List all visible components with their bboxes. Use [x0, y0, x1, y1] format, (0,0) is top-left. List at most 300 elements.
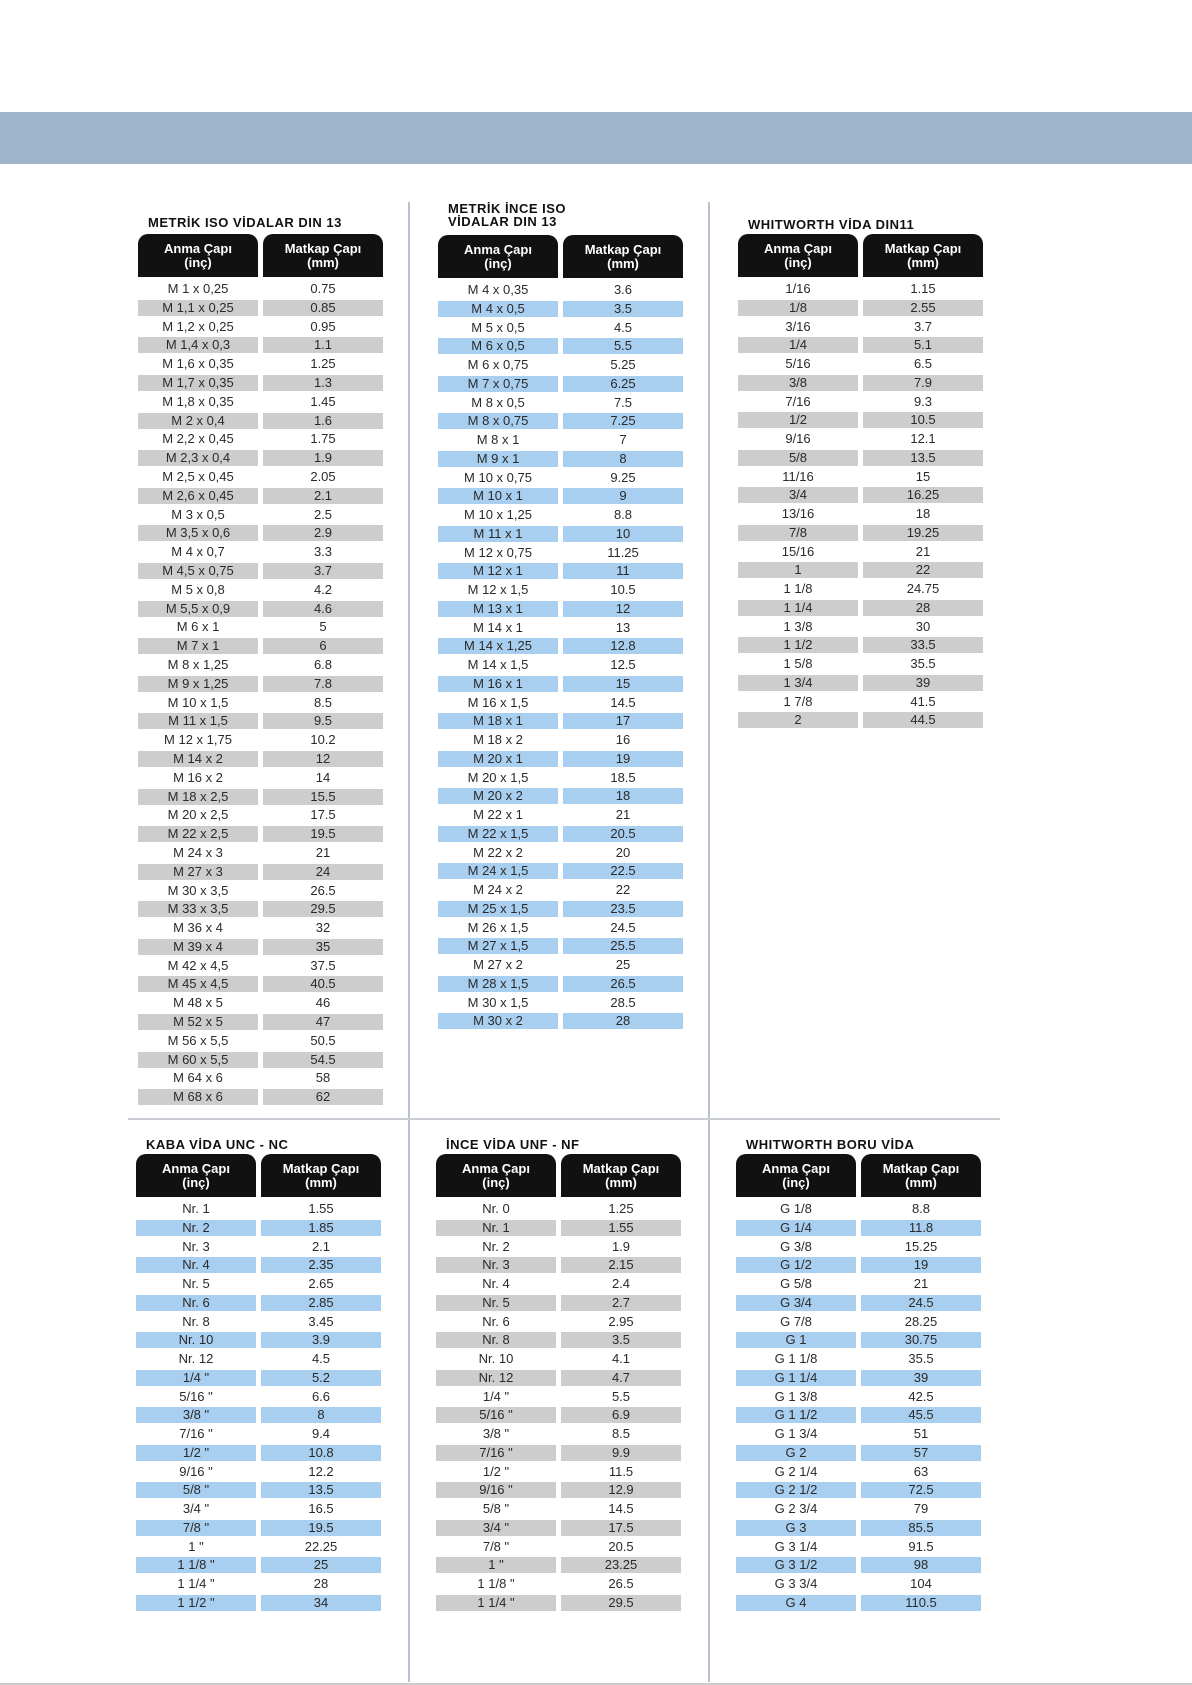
drill-diameter-cell: 5.1: [863, 337, 983, 353]
table-row: [738, 618, 983, 637]
column-divider: [408, 202, 410, 1682]
table-row: [136, 1500, 381, 1519]
drill-diameter-cell: 8.5: [313, 694, 333, 710]
drill-diameter-cell: 26.5: [563, 976, 683, 992]
nominal-diameter-cell: Nr. 3: [182, 1238, 210, 1254]
nominal-diameter-cell: Nr. 1: [182, 1201, 210, 1216]
drill-diameter-cell: 45.5: [861, 1407, 981, 1423]
nominal-diameter-cell: M 14 x 1,5: [467, 657, 529, 672]
drill-diameter-cell: 0.75: [310, 281, 336, 296]
table-row: [738, 711, 983, 730]
nominal-diameter-cell: 5/16 ": [179, 1388, 213, 1404]
nominal-diameter-cell: Nr. 4: [136, 1257, 256, 1273]
table-row: [138, 712, 383, 731]
nominal-diameter-cell: M 2,2 x 0,45: [162, 431, 234, 447]
nominal-diameter-cell: 7/16 ": [179, 1426, 213, 1441]
drill-diameter-cell: 37.5: [310, 957, 336, 973]
nominal-diameter-cell: M 6 x 1: [176, 619, 220, 635]
drill-diameter-cell: 26.5: [608, 1576, 634, 1591]
nominal-diameter-cell: Nr. 8: [182, 1313, 210, 1329]
table-row: [138, 506, 383, 525]
drill-diameter-cell: 15.5: [263, 789, 383, 805]
drill-diameter-cell: 5.2: [261, 1370, 381, 1386]
nominal-diameter-cell: M 48 x 5: [173, 995, 223, 1011]
drill-diameter-cell: 110.5: [861, 1595, 981, 1611]
drill-diameter-cell: 2.05: [310, 468, 336, 484]
table-row: [138, 1013, 383, 1032]
nominal-diameter-cell: 1 3/8: [783, 618, 813, 634]
drill-diameter-cell: 35.5: [910, 656, 936, 671]
table-row: [138, 731, 383, 750]
drill-diameter-cell: 10.5: [610, 582, 636, 597]
nominal-diameter-cell: Nr. 6: [136, 1295, 256, 1311]
nominal-diameter-cell: 9/16 ": [436, 1482, 556, 1498]
nominal-diameter-cell: 1 7/8: [783, 693, 813, 709]
table-title: METRİK İNCE ISO VİDALAR DIN 13: [448, 201, 567, 229]
table-row: [138, 675, 383, 694]
drill-diameter-cell: 24: [263, 864, 383, 880]
drill-diameter-cell: 19.5: [263, 826, 383, 842]
table-row: [138, 882, 383, 901]
drill-diameter-cell: 1.6: [263, 413, 383, 429]
drill-diameter-cell: 2.85: [261, 1295, 381, 1311]
nominal-diameter-cell: M 1,4 x 0,3: [138, 337, 258, 353]
nominal-diameter-cell: 13/16: [781, 506, 815, 521]
nominal-diameter-cell: 3/8 ": [136, 1407, 256, 1423]
drill-diameter-cell: 8.5: [611, 1426, 631, 1441]
column-divider: [708, 202, 710, 1682]
nominal-diameter-cell: 1/2: [738, 412, 858, 428]
drill-diameter-cell: 30.75: [861, 1332, 981, 1348]
table-title: KABA VİDA UNC - NC: [146, 1137, 289, 1152]
header-nominal-diameter: [438, 235, 558, 278]
table-row: [438, 469, 683, 488]
table-row: [438, 525, 683, 544]
drill-diameter-cell: 39: [861, 1370, 981, 1386]
header-text-line: Anma Çapı: [764, 240, 832, 256]
drill-diameter-cell: 10: [563, 526, 683, 542]
table-row: [436, 1369, 681, 1388]
drill-diameter-cell: 15: [563, 676, 683, 692]
drill-diameter-cell: 0.85: [263, 300, 383, 316]
table-row: [138, 844, 383, 863]
nominal-diameter-cell: Nr. 5: [436, 1295, 556, 1311]
header-nominal-diameter: [136, 1154, 256, 1197]
table-row: [138, 863, 383, 882]
nominal-diameter-cell: M 6 x 0,5: [438, 338, 558, 354]
drill-diameter-cell: 1.1: [263, 337, 383, 353]
nominal-diameter-cell: G 7/8: [780, 1313, 812, 1329]
table-row: [138, 412, 383, 431]
nominal-diameter-cell: 1/8: [738, 300, 858, 316]
drill-diameter-cell: 72.5: [861, 1482, 981, 1498]
table-row: [438, 431, 683, 450]
table-row: [738, 599, 983, 618]
nominal-diameter-cell: 1 3/4: [738, 675, 858, 691]
nominal-diameter-cell: 1 1/4: [738, 600, 858, 616]
drill-diameter-cell: 35: [263, 939, 383, 955]
nominal-diameter-cell: Nr. 8: [436, 1332, 556, 1348]
table-row: [738, 524, 983, 543]
nominal-diameter-cell: M 1,6 x 0,35: [162, 356, 234, 372]
header-nominal-diameter: [436, 1154, 556, 1197]
drill-diameter-cell: 1.9: [263, 450, 383, 466]
table-row: [738, 430, 983, 449]
table-row: [736, 1369, 981, 1388]
drill-diameter-cell: 10.5: [863, 412, 983, 428]
drill-diameter-cell: 8.8: [911, 1201, 931, 1216]
drill-diameter-cell: 21: [615, 807, 631, 822]
table-row: [138, 468, 383, 487]
drill-diameter-cell: 2.4: [611, 1276, 631, 1291]
nominal-diameter-cell: M 20 x 2,5: [167, 807, 229, 823]
table-header: [138, 234, 383, 277]
drill-diameter-cell: 13.5: [863, 450, 983, 466]
drill-diameter-cell: 42.5: [908, 1388, 934, 1404]
drill-diameter-cell: 18: [563, 788, 683, 804]
nominal-diameter-cell: Nr. 2: [482, 1238, 510, 1254]
nominal-diameter-cell: M 2,5 x 0,45: [162, 468, 234, 484]
drill-diameter-cell: 79: [913, 1501, 929, 1516]
drill-diameter-cell: 15.25: [904, 1238, 938, 1254]
nominal-diameter-cell: 7/8 ": [482, 1538, 510, 1554]
table-title: İNCE VİDA UNF - NF: [446, 1137, 580, 1152]
header-text-line: Anma Çapı: [164, 240, 232, 256]
table-row: [736, 1200, 981, 1219]
table-row: [436, 1238, 681, 1257]
table-row: [736, 1463, 981, 1482]
drill-diameter-cell: 9.25: [610, 469, 636, 485]
table-row: [138, 318, 383, 337]
drill-diameter-cell: 33.5: [863, 637, 983, 653]
drill-diameter-cell: 7.25: [563, 413, 683, 429]
drill-diameter-cell: 16.25: [863, 487, 983, 503]
nominal-diameter-cell: M 4 x 0,7: [171, 544, 225, 560]
drill-diameter-cell: 7.8: [263, 676, 383, 692]
table-row: [736, 1519, 981, 1538]
nominal-diameter-cell: M 2,6 x 0,45: [138, 488, 258, 504]
nominal-diameter-cell: 1 1/8 ": [136, 1557, 256, 1573]
nominal-diameter-cell: M 16 x 2: [173, 769, 223, 785]
table-row: [438, 675, 683, 694]
nominal-diameter-cell: G 4: [736, 1595, 856, 1611]
nominal-diameter-cell: M 9 x 1: [438, 451, 558, 467]
nominal-diameter-cell: M 33 x 3,5: [138, 901, 258, 917]
nominal-diameter-cell: M 24 x 1,5: [438, 863, 558, 879]
table-row: [138, 543, 383, 562]
table-row: [438, 619, 683, 638]
table-row: [438, 281, 683, 300]
nominal-diameter-cell: G 1 3/4: [774, 1426, 818, 1441]
table-row: [438, 300, 683, 319]
table-row: [736, 1331, 981, 1350]
drill-diameter-cell: 91.5: [908, 1538, 934, 1554]
table-row: [138, 487, 383, 506]
table-row: [438, 694, 683, 713]
table-row: [136, 1594, 381, 1613]
drill-diameter-cell: 1.45: [310, 393, 336, 409]
table-row: [738, 318, 983, 337]
nominal-diameter-cell: M 11 x 1: [438, 526, 558, 542]
drill-diameter-cell: 3.6: [613, 282, 633, 297]
drill-diameter-cell: 1.55: [561, 1220, 681, 1236]
table-row: [438, 412, 683, 431]
header-drill-diameter: [861, 1154, 981, 1197]
table-row: [138, 994, 383, 1013]
nominal-diameter-cell: M 13 x 1: [438, 601, 558, 617]
nominal-diameter-cell: 1 1/8: [783, 581, 813, 596]
table-row: [738, 543, 983, 562]
table-row: [438, 637, 683, 656]
drill-diameter-cell: 12.9: [561, 1482, 681, 1498]
table-row: [436, 1388, 681, 1407]
drill-diameter-cell: 12: [263, 751, 383, 767]
nominal-diameter-cell: 1/4: [738, 337, 858, 353]
table-row: [438, 487, 683, 506]
table-row: [136, 1556, 381, 1575]
nominal-diameter-cell: Nr. 6: [482, 1313, 510, 1329]
drill-diameter-cell: 32: [315, 920, 331, 936]
nominal-diameter-cell: M 2 x 0,4: [138, 413, 258, 429]
nominal-diameter-cell: M 4 x 0,35: [467, 282, 529, 297]
table-row: [738, 486, 983, 505]
drill-diameter-cell: 1.85: [261, 1220, 381, 1236]
table-row: [136, 1575, 381, 1594]
nominal-diameter-cell: 5/16 ": [436, 1407, 556, 1423]
nominal-diameter-cell: 1 1/4 ": [436, 1595, 556, 1611]
drill-diameter-cell: 6.25: [563, 376, 683, 392]
table-row: [436, 1425, 681, 1444]
nominal-diameter-cell: 1 1/2: [738, 637, 858, 653]
drill-diameter-cell: 22.25: [304, 1538, 338, 1554]
table-row: [138, 299, 383, 318]
header-text-line: Matkap Çapı: [282, 1160, 360, 1176]
drill-diameter-cell: 9.5: [263, 713, 383, 729]
table-row: [738, 280, 983, 299]
drill-diameter-cell: 41.5: [910, 693, 936, 709]
table-row: [138, 694, 383, 713]
nominal-diameter-cell: M 18 x 2,5: [138, 789, 258, 805]
drill-diameter-cell: 12.8: [563, 638, 683, 654]
drill-diameter-cell: 5.5: [611, 1388, 631, 1404]
drill-diameter-cell: 25: [261, 1557, 381, 1573]
header-text-line: (inç): [184, 254, 212, 270]
table-row: [736, 1256, 981, 1275]
table-row: [736, 1238, 981, 1257]
table-row: [438, 394, 683, 413]
table-row: [136, 1313, 381, 1332]
nominal-diameter-cell: 1 ": [188, 1538, 204, 1554]
drill-diameter-cell: 54.5: [263, 1052, 383, 1068]
nominal-diameter-cell: M 14 x 1: [473, 619, 523, 635]
table-row: [438, 787, 683, 806]
drill-diameter-cell: 8.8: [613, 507, 633, 522]
table-row: [138, 280, 383, 299]
nominal-diameter-cell: M 7 x 1: [138, 638, 258, 654]
header-drill-diameter: [261, 1154, 381, 1197]
drill-diameter-cell: 1.75: [310, 431, 336, 447]
drill-diameter-cell: 21: [315, 844, 331, 860]
table-row: [438, 375, 683, 394]
header-drill-diameter: [563, 235, 683, 278]
nominal-diameter-cell: M 2,3 x 0,4: [138, 450, 258, 466]
nominal-diameter-cell: 5/8 ": [482, 1501, 510, 1516]
table-row: [436, 1200, 681, 1219]
table-row: [136, 1350, 381, 1369]
table-row: [136, 1519, 381, 1538]
table-row: [438, 806, 683, 825]
drill-diameter-cell: 25.5: [563, 938, 683, 954]
top-color-band: [0, 112, 1192, 164]
nominal-diameter-cell: M 3,5 x 0,6: [138, 525, 258, 541]
drill-diameter-cell: 1.25: [608, 1201, 634, 1216]
drill-diameter-cell: 25: [615, 957, 631, 972]
table-header: [136, 1154, 381, 1197]
nominal-diameter-cell: G 1: [736, 1332, 856, 1348]
drill-diameter-cell: 4.2: [313, 581, 333, 597]
drill-diameter-cell: 17: [563, 713, 683, 729]
table-row: [436, 1594, 681, 1613]
drill-diameter-cell: 3.45: [308, 1313, 334, 1329]
nominal-diameter-cell: M 10 x 1,25: [464, 507, 532, 522]
table-row: [138, 1069, 383, 1088]
table-row: [438, 562, 683, 581]
nominal-diameter-cell: G 2 1/4: [774, 1463, 818, 1479]
table-row: [438, 994, 683, 1013]
drill-diameter-cell: 1.25: [310, 356, 336, 372]
nominal-diameter-cell: M 27 x 2: [473, 957, 523, 972]
drill-diameter-cell: 47: [263, 1014, 383, 1030]
nominal-diameter-cell: M 1,7 x 0,35: [138, 375, 258, 391]
drill-diameter-cell: 29.5: [263, 901, 383, 917]
drill-diameter-cell: 22: [863, 562, 983, 578]
nominal-diameter-cell: 3/8: [738, 375, 858, 391]
drill-diameter-cell: 9.3: [913, 393, 933, 409]
table-header: [738, 234, 983, 277]
table-row: [736, 1294, 981, 1313]
nominal-diameter-cell: M 56 x 5,5: [167, 1032, 229, 1048]
nominal-diameter-cell: 9/16 ": [179, 1463, 213, 1479]
drill-diameter-cell: 12: [563, 601, 683, 617]
drill-diameter-cell: 34: [261, 1595, 381, 1611]
table-row: [138, 374, 383, 393]
nominal-diameter-cell: 5/8 ": [136, 1482, 256, 1498]
table-row: [738, 374, 983, 393]
drill-diameter-cell: 23.5: [563, 901, 683, 917]
nominal-diameter-cell: M 7 x 0,75: [438, 376, 558, 392]
table-row: [436, 1519, 681, 1538]
table-row: [136, 1425, 381, 1444]
drill-diameter-cell: 2.7: [561, 1295, 681, 1311]
drill-diameter-cell: 30: [915, 618, 931, 634]
header-text-line: Anma Çapı: [464, 241, 532, 257]
drill-diameter-cell: 16: [615, 732, 631, 747]
nominal-diameter-cell: M 5 x 0,8: [171, 581, 225, 597]
drill-diameter-cell: 4.5: [311, 1351, 331, 1366]
drill-diameter-cell: 2.15: [561, 1257, 681, 1273]
table-row: [736, 1350, 981, 1369]
drill-diameter-cell: 9.4: [311, 1426, 331, 1441]
table-row: [138, 637, 383, 656]
header-text-line: (inç): [182, 1174, 210, 1190]
nominal-diameter-cell: M 5 x 0,5: [471, 319, 525, 335]
header-text-line: Matkap Çapı: [582, 1160, 660, 1176]
header-text-line: (mm): [305, 1174, 337, 1190]
nominal-diameter-cell: M 3 x 0,5: [171, 506, 225, 522]
header-text-line: Anma Çapı: [162, 1160, 230, 1176]
drill-diameter-cell: 1.15: [910, 281, 936, 296]
header-text-line: (inç): [484, 255, 512, 271]
table-row: [138, 562, 383, 581]
drill-diameter-cell: 2.5: [313, 506, 333, 522]
drill-diameter-cell: 5.25: [610, 357, 636, 372]
drill-diameter-cell: 28: [563, 1013, 683, 1029]
table-row: [136, 1331, 381, 1350]
table-row: [138, 806, 383, 825]
nominal-diameter-cell: M 45 x 4,5: [138, 976, 258, 992]
table-row: [736, 1575, 981, 1594]
drill-diameter-cell: 8: [563, 451, 683, 467]
table-row: [736, 1481, 981, 1500]
header-nominal-diameter: [736, 1154, 856, 1197]
table-row: [438, 450, 683, 469]
table-row: [436, 1444, 681, 1463]
header-drill-diameter: [863, 234, 983, 277]
drill-diameter-cell: 4.5: [613, 319, 633, 335]
nominal-diameter-cell: 3/4 ": [436, 1520, 556, 1536]
table-row: [738, 505, 983, 524]
nominal-diameter-cell: Nr. 12: [436, 1370, 556, 1386]
nominal-diameter-cell: G 3 1/4: [774, 1538, 818, 1554]
nominal-diameter-cell: M 10 x 1,5: [167, 694, 229, 710]
drill-diameter-cell: 18: [915, 506, 931, 521]
nominal-diameter-cell: M 16 x 1: [438, 676, 558, 692]
table-row: [736, 1313, 981, 1332]
table-row: [138, 1032, 383, 1051]
table-title: METRİK ISO VİDALAR DIN 13: [148, 215, 342, 230]
table-row: [738, 693, 983, 712]
table-row: [436, 1406, 681, 1425]
header-text-line: (mm): [905, 1174, 937, 1190]
drill-diameter-cell: 20.5: [563, 826, 683, 842]
drill-diameter-cell: 3.5: [563, 301, 683, 317]
drill-diameter-cell: 3.7: [913, 318, 933, 334]
nominal-diameter-cell: M 12 x 1,75: [164, 732, 232, 748]
drill-diameter-cell: 12.1: [910, 431, 936, 446]
nominal-diameter-cell: M 12 x 0,75: [464, 544, 532, 560]
nominal-diameter-cell: 11/16: [782, 468, 814, 484]
drill-diameter-cell: 51: [913, 1426, 929, 1441]
drill-diameter-cell: 85.5: [861, 1520, 981, 1536]
table-row: [138, 524, 383, 543]
nominal-diameter-cell: G 5/8: [780, 1276, 812, 1291]
table-row: [436, 1275, 681, 1294]
table-title: WHITWORTH BORU VİDA: [746, 1137, 915, 1152]
table-row: [436, 1331, 681, 1350]
table-row: [436, 1294, 681, 1313]
table-row: [438, 731, 683, 750]
drill-diameter-cell: 12.2: [308, 1463, 334, 1479]
table-row: [136, 1444, 381, 1463]
drill-diameter-cell: 4.1: [611, 1351, 631, 1366]
nominal-diameter-cell: M 22 x 2,5: [138, 826, 258, 842]
table-row: [738, 674, 983, 693]
table-row: [138, 769, 383, 788]
table-row: [438, 656, 683, 675]
drill-diameter-cell: 28: [313, 1576, 329, 1591]
nominal-diameter-cell: Nr. 10: [478, 1351, 514, 1366]
nominal-diameter-cell: G 3 3/4: [774, 1576, 818, 1591]
